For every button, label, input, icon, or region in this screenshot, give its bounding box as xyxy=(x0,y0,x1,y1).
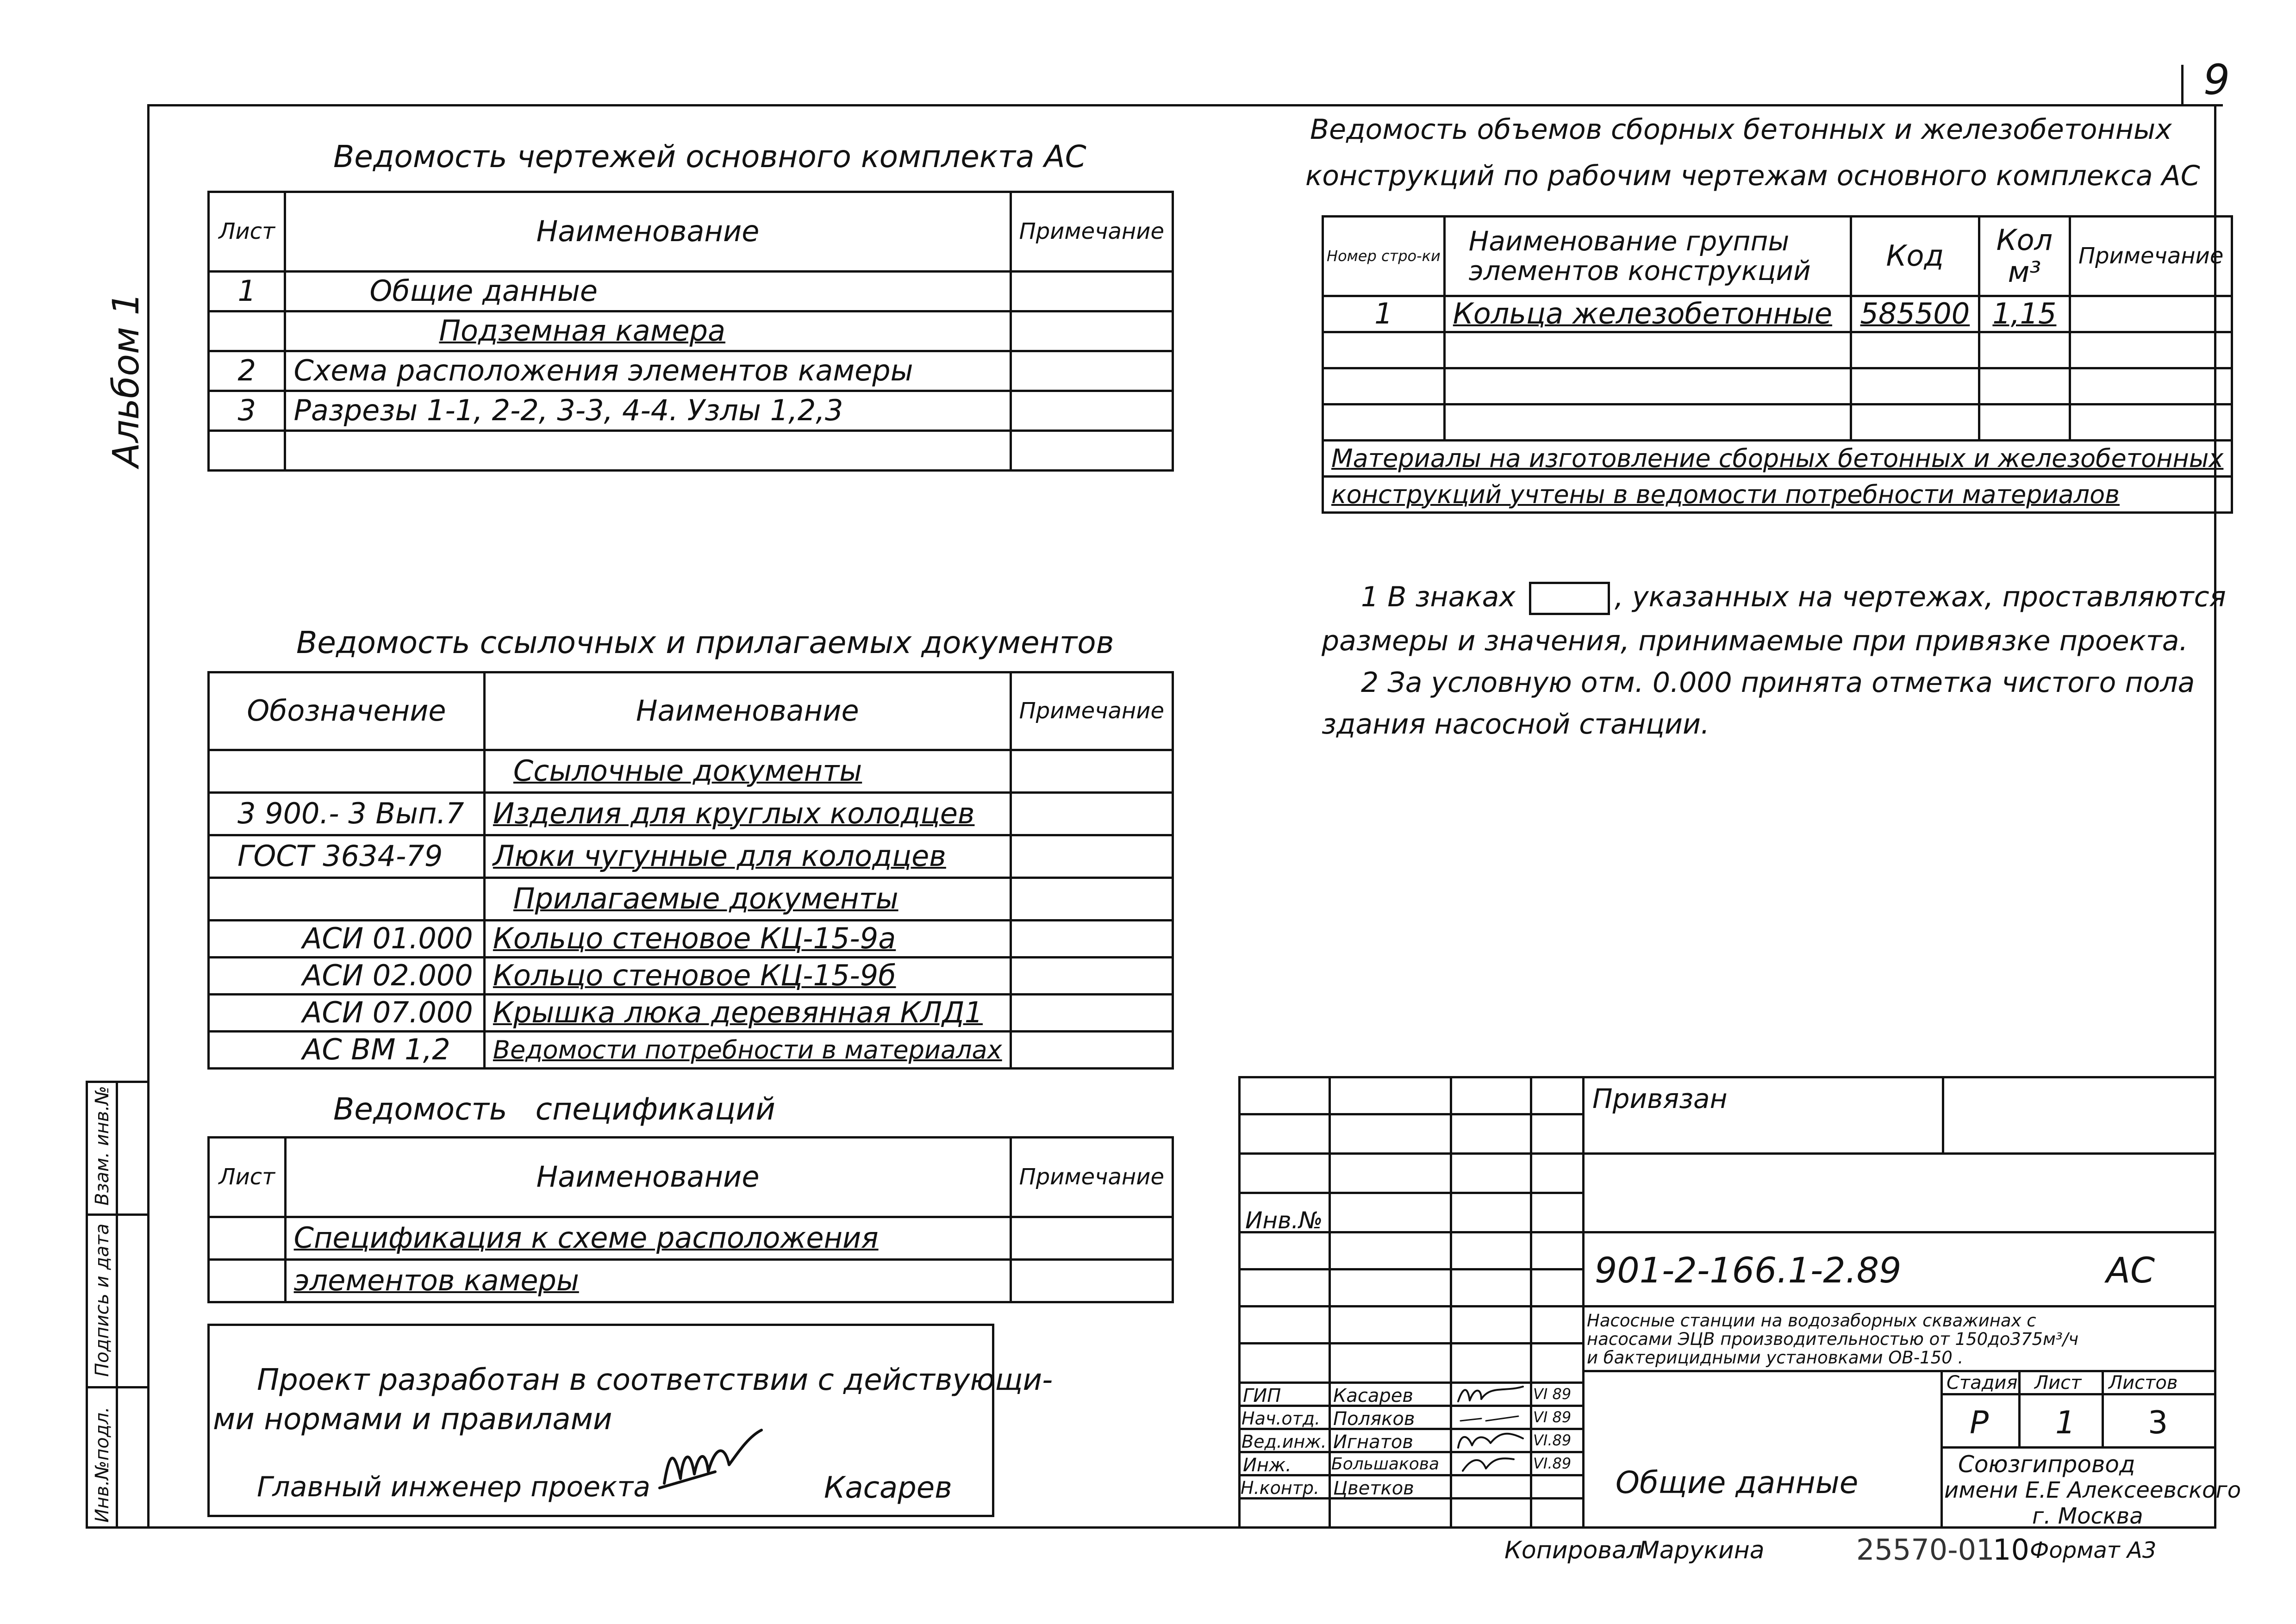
staff-role-5: Н.контр. xyxy=(1241,1478,1320,1498)
table-cell: 3 900.- 3 Вып.7 xyxy=(209,793,485,835)
sheet-number-divider xyxy=(2181,65,2184,106)
references-table xyxy=(207,671,1174,1070)
table-cell: АСИ 02.000 xyxy=(209,958,485,995)
table-cell xyxy=(2070,296,2232,332)
table-cell: элементов камеры xyxy=(285,1260,1011,1302)
table-cell xyxy=(1851,368,1979,404)
note-1-start: 1 В знаках xyxy=(1361,581,1516,613)
tb-stage-col-1 xyxy=(2018,1370,2021,1446)
volumes-header-code: Код xyxy=(1851,217,1979,296)
table-cell: Ссылочные документы xyxy=(484,750,1011,793)
note-1-box xyxy=(1529,582,1610,615)
staff-date-3: VI.89 xyxy=(1533,1431,1572,1449)
note-1-end: , указанных на чертежах, проставляются xyxy=(1614,581,2226,613)
archive-number: 25570-01 xyxy=(1856,1533,1995,1567)
drawings-header-name: Наименование xyxy=(285,192,1011,272)
staff-date-1: VI 89 xyxy=(1533,1385,1572,1403)
table-cell xyxy=(1011,878,1173,921)
table-cell: Подземная камера xyxy=(285,311,1011,351)
tb-col-3 xyxy=(1530,1076,1532,1529)
staff-name-5: Цветков xyxy=(1333,1478,1414,1499)
table-cell: АСИ 01.000 xyxy=(209,921,485,958)
table-cell: АСИ 07.000 xyxy=(209,995,485,1032)
specs-title: Ведомость спецификаций xyxy=(333,1091,775,1127)
document-code: 901-2-166.1-2.89 xyxy=(1595,1250,1902,1291)
table-cell: 585500 xyxy=(1851,296,1979,332)
staff-signature-1 xyxy=(1454,1383,1528,1406)
table-cell xyxy=(1011,1217,1173,1260)
drawings-header-note: Примечание xyxy=(1011,192,1173,272)
table-cell xyxy=(209,1260,286,1302)
side-stamp-podpis-data: Подпись и дата xyxy=(92,1223,113,1377)
references-title: Ведомость ссылочных и прилагаемых документов xyxy=(296,625,1114,660)
org-line-3: г. Москва xyxy=(2032,1503,2143,1529)
table-cell xyxy=(209,431,285,471)
table-cell: 1 xyxy=(209,272,285,311)
table-cell xyxy=(1011,750,1173,793)
specs-header-note: Примечание xyxy=(1011,1138,1173,1217)
table-cell: Изделия для круглых колодцев xyxy=(484,793,1011,835)
volumes-header-name: Наименование группы элементов конструкций xyxy=(1444,217,1851,296)
table-cell: Люки чугунные для колодцев xyxy=(484,835,1011,878)
specs-table xyxy=(207,1136,1174,1303)
tb-privyazan-divider xyxy=(1942,1076,1944,1152)
table-cell xyxy=(209,311,285,351)
staff-role-1: ГИП xyxy=(1243,1385,1281,1406)
table-cell xyxy=(1011,1032,1173,1069)
chief-engineer-label: Главный инженер проекта xyxy=(257,1471,650,1503)
note-1-line-2: размеры и значения, принимаемые при привязке проекта. xyxy=(1322,625,2188,657)
tb-right-row-2 xyxy=(1582,1231,2216,1233)
format-label: Формат А3 xyxy=(2030,1537,2157,1563)
staff-role-2: Нач.отд. xyxy=(1242,1408,1321,1429)
note-2-line-2: здания насосной станции. xyxy=(1322,708,1710,740)
tb-right-row-1 xyxy=(1582,1152,2216,1155)
staff-name-1: Касарев xyxy=(1333,1385,1413,1406)
specs-header-name: Наименование xyxy=(285,1138,1011,1217)
tb-row-8 xyxy=(1238,1381,1582,1384)
table-cell: Кольцо стеновое КЦ-15-9а xyxy=(484,921,1011,958)
drawings-header-sheet: Лист xyxy=(209,192,285,272)
staff-name-3: Игнатов xyxy=(1333,1431,1413,1453)
table-cell: АС ВМ 1,2 xyxy=(209,1032,485,1069)
description-line-3: и бактерицидными установками ОВ-150 . xyxy=(1587,1348,1964,1368)
table-cell: Кольцо стеновое КЦ-15-9б xyxy=(484,958,1011,995)
note-2-line-1: 2 За условную отм. 0.000 принята отметка чистого пола xyxy=(1361,666,2195,699)
chief-engineer-signature xyxy=(655,1428,775,1497)
tb-col-2 xyxy=(1450,1076,1452,1529)
stage-value: Р xyxy=(1970,1405,1989,1441)
table-cell xyxy=(209,750,485,793)
tb-right-row-3 xyxy=(1582,1305,2216,1307)
references-header-name: Наименование xyxy=(484,672,1011,750)
table-cell xyxy=(1011,272,1173,311)
staff-name-2: Поляков xyxy=(1333,1408,1415,1430)
tb-stage-values-bottom xyxy=(1940,1446,2216,1449)
table-cell xyxy=(1011,835,1173,878)
staff-date-2: VI 89 xyxy=(1533,1408,1572,1426)
sheet-title: Общие данные xyxy=(1616,1465,1859,1500)
table-cell xyxy=(1323,404,1445,441)
table-cell xyxy=(1011,311,1173,351)
volumes-note-2: конструкций учтены в ведомости потребности материалов xyxy=(1323,477,2232,513)
table-cell: Ведомости потребности в материалах xyxy=(484,1032,1011,1069)
copied-label: Копировал xyxy=(1504,1537,1642,1564)
privyazan-label: Привязан xyxy=(1592,1083,1728,1114)
tb-row-1 xyxy=(1238,1113,1582,1115)
table-cell xyxy=(1979,404,2070,441)
org-line-2: имени Е.Е Алексеевского xyxy=(1944,1477,2241,1503)
sheets-label: Листов xyxy=(2109,1372,2178,1394)
volumes-list-table xyxy=(1322,215,2233,514)
staff-signature-4 xyxy=(1454,1452,1528,1475)
table-cell: 1 xyxy=(1323,296,1445,332)
sheet-value: 1 xyxy=(2055,1405,2076,1441)
table-cell xyxy=(209,1217,286,1260)
volumes-header-qty: Кол м³ xyxy=(1979,217,2070,296)
side-stamp-divider-v xyxy=(116,1081,118,1529)
table-cell: 2 xyxy=(209,351,285,391)
description-line-2: насосами ЭЦВ производительностью от 150до375м³/ч xyxy=(1587,1329,2079,1349)
table-cell: ГОСТ 3634-79 xyxy=(209,835,485,878)
compliance-line-1: Проект разработан в соответствии с действующи- xyxy=(257,1363,1053,1397)
table-cell xyxy=(1011,995,1173,1032)
tb-stage-col-2 xyxy=(2102,1370,2104,1446)
sheet-label: Лист xyxy=(2034,1372,2082,1394)
drawings-list-table xyxy=(207,191,1174,472)
table-cell xyxy=(1323,368,1445,404)
org-line-1: Союзгипровод xyxy=(1958,1451,2135,1478)
table-cell xyxy=(1979,368,2070,404)
table-cell xyxy=(2070,404,2232,441)
tb-row-6 xyxy=(1238,1305,1582,1307)
chief-engineer-name: Касарев xyxy=(824,1471,952,1505)
table-cell xyxy=(1323,332,1445,368)
references-header-note: Примечание xyxy=(1011,672,1173,750)
table-cell: Спецификация к схеме расположения xyxy=(285,1217,1011,1260)
table-cell xyxy=(1011,793,1173,835)
tb-col-4 xyxy=(1582,1076,1585,1529)
table-cell xyxy=(1011,921,1173,958)
table-cell xyxy=(1851,332,1979,368)
table-cell xyxy=(1011,1260,1173,1302)
inv-no-label: Инв.№ xyxy=(1245,1207,1323,1234)
table-cell xyxy=(1979,332,2070,368)
volumes-list-title-1: Ведомость объемов сборных бетонных и железобетонных xyxy=(1310,113,2172,146)
staff-role-4: Инж. xyxy=(1243,1455,1292,1476)
table-cell xyxy=(1444,332,1851,368)
compliance-line-2: ми нормами и правилами xyxy=(213,1402,612,1437)
table-cell xyxy=(2070,332,2232,368)
sheet-number: 9 xyxy=(2203,56,2230,104)
sheets-value: 3 xyxy=(2148,1405,2168,1441)
tb-col-1 xyxy=(1329,1076,1331,1529)
table-cell xyxy=(285,431,1011,471)
tb-row-3 xyxy=(1238,1192,1582,1194)
specs-header-sheet: Лист xyxy=(209,1138,286,1217)
table-cell xyxy=(1444,368,1851,404)
table-cell xyxy=(2070,368,2232,404)
table-cell: Разрезы 1-1, 2-2, 3-3, 4-4. Узлы 1,2,3 xyxy=(285,391,1011,431)
document-mark: АС xyxy=(2106,1250,2155,1291)
staff-date-4: VI.89 xyxy=(1533,1455,1572,1472)
staff-role-3: Вед.инж. xyxy=(1242,1431,1327,1452)
table-cell: Схема расположения элементов камеры xyxy=(285,351,1011,391)
table-cell: Кольца железобетонные xyxy=(1444,296,1851,332)
note-1-line-1 xyxy=(1361,581,2226,615)
staff-signature-3 xyxy=(1454,1429,1528,1452)
table-cell: Прилагаемые документы xyxy=(484,878,1011,921)
table-cell xyxy=(1851,404,1979,441)
table-cell: Общие данные xyxy=(285,272,1011,311)
table-cell: Крышка люка деревянная КЛД1 xyxy=(484,995,1011,1032)
table-cell xyxy=(1011,958,1173,995)
table-cell: 1,15 xyxy=(1979,296,2070,332)
table-cell xyxy=(1011,351,1173,391)
volumes-list-title-2: конструкций по рабочим чертежам основного комплекса АС xyxy=(1305,160,2200,192)
copied-name: Марукина xyxy=(1639,1537,1765,1564)
volumes-header-row-no: Номер стро-ки xyxy=(1323,217,1445,296)
album-label: Альбом 1 xyxy=(106,292,147,467)
tb-row-2 xyxy=(1238,1152,1582,1155)
description-line-1: Насосные станции на водозаборных скважинах с xyxy=(1587,1311,2036,1331)
staff-signature-2 xyxy=(1454,1407,1528,1428)
side-stamp-vzam-inv: Взам. инв.№ xyxy=(92,1086,113,1206)
table-cell xyxy=(1011,391,1173,431)
table-cell xyxy=(1444,404,1851,441)
drawings-list-title: Ведомость чертежей основного комплекта АС xyxy=(333,139,1086,174)
volumes-note-1: Материалы на изготовление сборных бетонных и железобетонных xyxy=(1323,441,2232,477)
tb-row-7 xyxy=(1238,1342,1582,1344)
references-header-code: Обозначение xyxy=(209,672,485,750)
footer-page-number: 10 xyxy=(1993,1533,2029,1567)
volumes-header-note: Примечание xyxy=(2070,217,2232,296)
tb-row-5 xyxy=(1238,1268,1582,1270)
stage-label: Стадия xyxy=(1947,1372,2018,1394)
table-cell xyxy=(209,878,485,921)
table-cell: 3 xyxy=(209,391,285,431)
table-cell xyxy=(1011,431,1173,471)
staff-name-4: Большакова xyxy=(1331,1455,1439,1474)
side-stamp-inv-podl: Инв.№подл. xyxy=(92,1406,113,1523)
